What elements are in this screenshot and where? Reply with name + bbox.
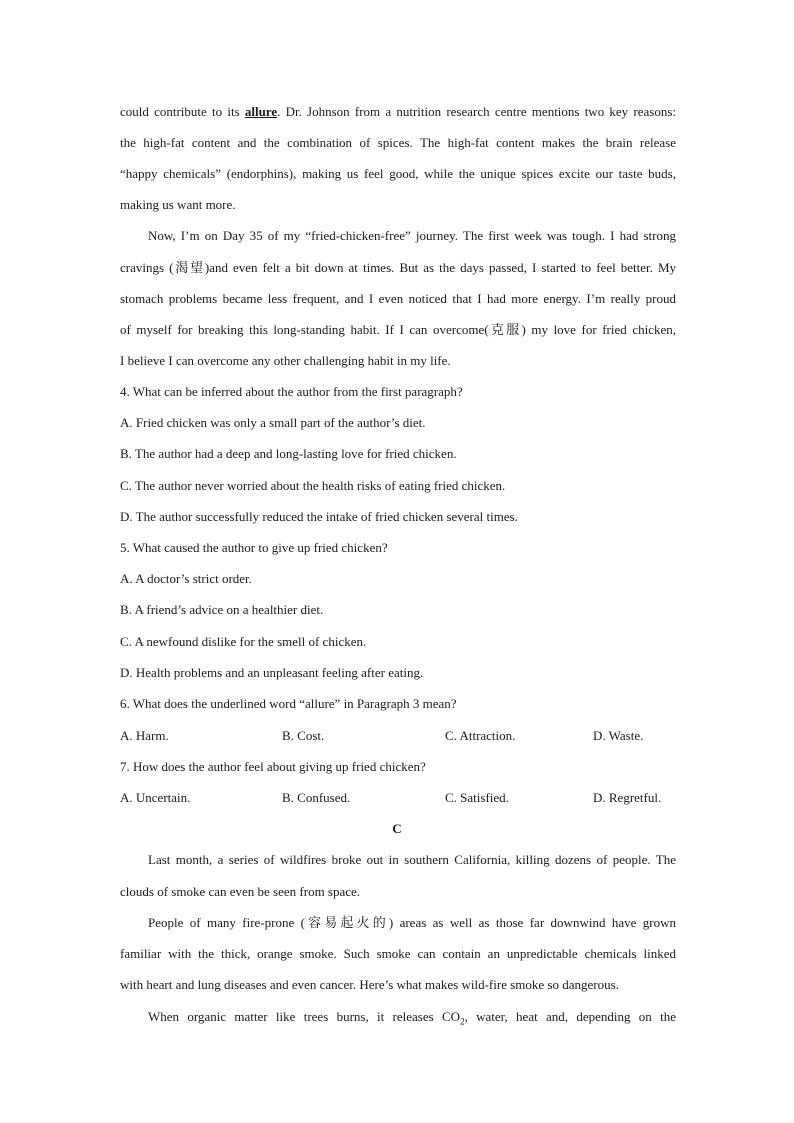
section-heading-c: C: [392, 821, 402, 836]
question-5-option-a: A. A doctor’s strict order.: [120, 571, 252, 586]
passage-c-p2-line-3: with heart and lung diseases and even cancer. Here’s what makes wild-fire smoke so dangerous.: [120, 977, 619, 992]
paragraph-4-line-4: of myself for breaking this long-standing habit. If I can overcome(克服) my love for fried chicken,: [120, 322, 676, 337]
question-6-option-c: C. Attraction.: [445, 728, 516, 743]
paragraph-4-line-3: stomach problems became less frequent, and I even noticed that I had more energy. I’m really proud: [120, 291, 676, 306]
question-6-option-d: D. Waste.: [593, 728, 644, 743]
question-7-option-a: A. Uncertain.: [120, 790, 191, 805]
question-5-option-d: D. Health problems and an unpleasant feeling after eating.: [120, 665, 424, 680]
text-span: . Dr. Johnson from a nutrition research centre mentions two key reasons:: [277, 104, 676, 119]
question-6-option-b: B. Cost.: [282, 728, 325, 743]
passage-c-p2-line-1: People of many fire-prone (容易起火的) areas as well as those far downwind have grown: [148, 915, 676, 930]
question-5-option-c: C. A newfound dislike for the smell of chicken.: [120, 634, 367, 649]
question-7-option-d: D. Regretful.: [593, 790, 662, 805]
question-6-stem: 6. What does the underlined word “allure” in Paragraph 3 mean?: [120, 696, 457, 711]
question-7-option-c: C. Satisfied.: [445, 790, 509, 805]
passage-b-line-2: the high-fat content and the combination of spices. The high-fat content makes the brain release: [120, 135, 676, 150]
question-5-option-b: B. A friend’s advice on a healthier diet.: [120, 602, 324, 617]
question-4-option-c: C. The author never worried about the health risks of eating fried chicken.: [120, 478, 506, 493]
passage-b-line-1: [120, 104, 676, 120]
paragraph-4-line-5: I believe I can overcome any other challenging habit in my life.: [120, 353, 451, 368]
text-span: could contribute to its: [120, 104, 245, 119]
passage-c-p1-line-2: clouds of smoke can even be seen from space.: [120, 884, 361, 899]
underlined-word-allure: allure: [244, 104, 278, 119]
question-4-option-d: D. The author successfully reduced the intake of fried chicken several times.: [120, 509, 518, 524]
text-span: When organic matter like trees burns, it releases CO: [148, 1009, 461, 1024]
question-4-option-a: A. Fried chicken was only a small part of the author’s diet.: [120, 415, 426, 430]
paragraph-4-line-2: cravings (渴望)and even felt a bit down at times. But as the days passed, I started to feel better. My: [120, 260, 676, 275]
passage-c-p1-line-1: Last month, a series of wildfires broke out in southern California, killing dozens of people. The: [148, 852, 676, 867]
question-7-stem: 7. How does the author feel about giving up fried chicken?: [120, 759, 426, 774]
question-5-stem: 5. What caused the author to give up fried chicken?: [120, 540, 388, 555]
question-7-option-b: B. Confused.: [282, 790, 351, 805]
passage-c-p2-line-2: familiar with the thick, orange smoke. Such smoke can contain an unpredictable chemicals linked: [120, 946, 676, 961]
subscript-2: 2: [460, 1016, 465, 1027]
passage-c-p3-line-1: [148, 1009, 676, 1025]
question-4-option-b: B. The author had a deep and long-lasting love for fried chicken.: [120, 446, 457, 461]
passage-b-line-4: making us want more.: [120, 197, 236, 212]
text-span: , water, heat and, depending on the: [464, 1009, 676, 1024]
passage-b-line-3: “happy chemicals” (endorphins), making us feel good, while the unique spices excite our taste buds,: [120, 166, 676, 181]
question-4-stem: 4. What can be inferred about the author from the first paragraph?: [120, 384, 463, 399]
paragraph-4-line-1: Now, I’m on Day 35 of my “fried-chicken-free” journey. The first week was tough. I had strong: [148, 228, 676, 243]
question-6-option-a: A. Harm.: [120, 728, 169, 743]
